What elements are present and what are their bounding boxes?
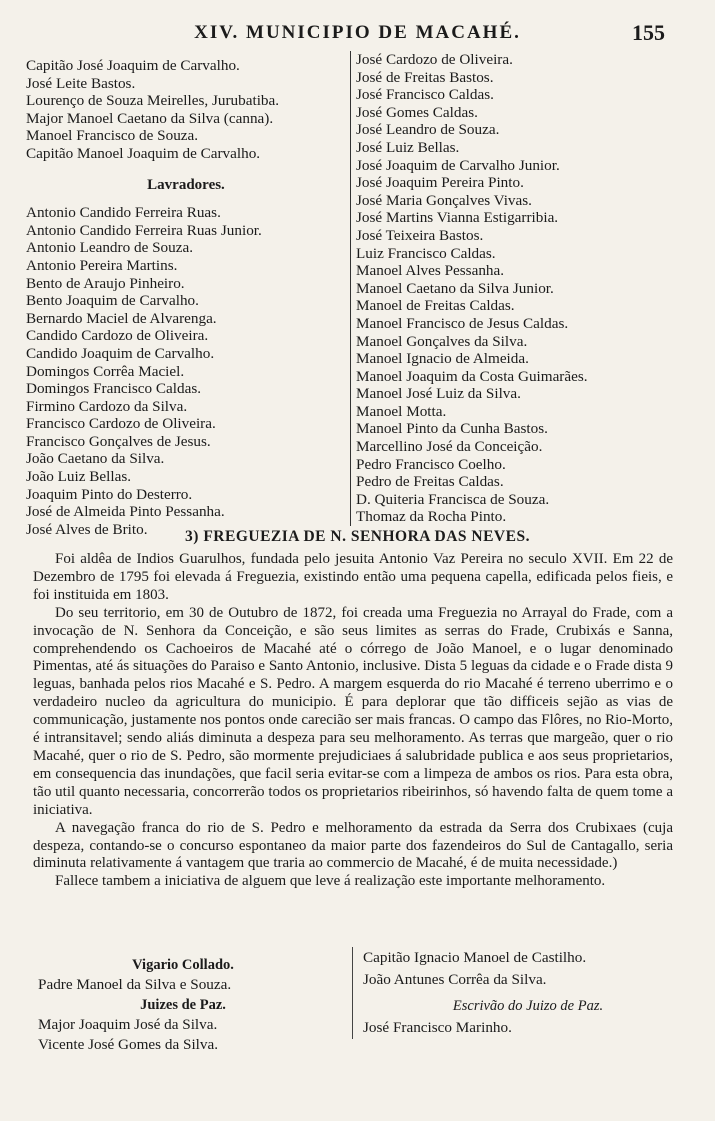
escrivao-heading: Escrivão do Juizo de Paz. [452, 998, 604, 1014]
name-entry: Manoel Francisco de Jesus Caldas. [356, 314, 569, 332]
name-entry: Major Manoel Caetano da Silva (canna). [26, 109, 274, 127]
name-entry: Antonio Candido Ferreira Ruas Junior. [26, 221, 262, 239]
section-title: 3) FREGUEZIA DE N. SENHORA DAS NEVES. [185, 528, 530, 545]
name-entry: Luiz Francisco Caldas. [356, 244, 496, 262]
name-entry: Pedro de Freitas Caldas. [356, 473, 504, 491]
page-number: 155 [632, 20, 665, 45]
section-body [33, 551, 673, 891]
name-entry: Manoel Caetano da Silva Junior. [356, 279, 554, 297]
name-entry: Domingos Corrêa Maciel. [26, 362, 185, 380]
name-entry: Francisco Gonçalves de Jesus. [26, 432, 211, 450]
name-entry: Francisco Cardozo de Oliveira. [26, 415, 216, 433]
vigario-name: Padre Manoel da Silva e Souza. [38, 976, 232, 993]
name-entry: José Joaquim de Carvalho Junior. [356, 156, 560, 174]
name-entry: Bernardo Maciel de Alvarenga. [26, 309, 217, 327]
lavradores-heading: Lavradores. [147, 176, 225, 193]
name-entry: José Teixeira Bastos. [356, 226, 484, 244]
paragraph: A navegação franca do rio de S. Pedro e melhoramento da estrada da Serra dos Crubixaes (cuja despeza, contando-se o concurso espontaneo da maior parte dos fazendeiros do Sul de Cantagallo, seria diminuta relativamente á vantagem que traria ao commercio de Macahé, é de muita necessidade.) [33, 819, 673, 872]
paragraph: Do seu territorio, em 30 de Outubro de 1872, foi creada uma Freguezia no Arrayal do Frade, com a invocação de N. Senhora da Conceição, e são seus limites as serras do Frade, Crubixás e Sanna, comprehendendo os Cachoeiros de Macahé até o córrego de João Manoel, e o lugar denominado Pimentas, até ás situações do Paraiso e Santo Antonio, inclusive. Dista 5 leguas da cidade e o Frade dista 9 leguas, banhada pelos rios Macahé e S. Pedro. A margem esquerda do rio Macahé é terreno uberrimo e o verdadeiro nucleo da agricultura do municipio. É para deplorar que tão difficeis sejão as vias de communicação, justamente nos pontos onde carecião ser mais francas. O campo das Flôres, no Rio-Morto, é intransitavel; sendo aliás diminuta a despeza para seu melhoramento. As terras que margeão, quer o rio Macahé, quer o rio de S. Pedro, são mormente prejudiciaes á salubridade publica e aos seus proprietarios, em consequencia das inundações, que facil seria evitar-se com a limpeza de ambos os rios. Para esta obra, tão util quanto necessaria, concorrerão todos os proprietarios ribeirinhos, só havendo falta de quem tome a iniciativa. [33, 604, 673, 818]
name-entry: Manoel Joaquim da Costa Guimarães. [356, 367, 588, 385]
officials-left [38, 955, 328, 1055]
official-name: Capitão Ignacio Manoel de Castilho. [363, 949, 587, 966]
name-entry: Firmino Cardozo da Silva. [26, 397, 188, 415]
name-entry: Manoel de Freitas Caldas. [356, 297, 515, 315]
name-entry: Antonio Candido Ferreira Ruas. [26, 204, 221, 222]
name-entry: Bento de Araujo Pinheiro. [26, 274, 185, 292]
name-entry: Antonio Pereira Martins. [26, 256, 178, 274]
name-entry: José Gomes Caldas. [356, 103, 478, 121]
name-entry: Pedro Francisco Coelho. [356, 455, 506, 473]
name-entry: Domingos Francisco Caldas. [26, 380, 202, 398]
name-entry: João Luiz Bellas. [26, 468, 132, 486]
name-entry: D. Quiteria Francisca de Souza. [356, 490, 550, 508]
name-entry: José Leite Bastos. [26, 74, 136, 92]
name-entry: José Leandro de Souza. [356, 121, 500, 139]
escrivao-name: José Francisco Marinho. [363, 1019, 512, 1036]
name-entry: José Martins Vianna Estigarribia. [356, 209, 559, 227]
name-entry: José Cardozo de Oliveira. [356, 51, 513, 68]
name-entry: Candido Cardozo de Oliveira. [26, 327, 209, 345]
name-entry: Capitão Manoel Joaquim de Carvalho. [26, 144, 261, 162]
name-entry: Bento Joaquim de Carvalho. [26, 292, 199, 310]
lavradores-list [26, 204, 346, 538]
name-entry: Manoel Ignacio de Almeida. [356, 350, 529, 368]
juiz-name: Major Joaquim José da Silva. [38, 1016, 218, 1033]
name-entry: Antonio Leandro de Souza. [26, 239, 194, 257]
vigario-heading: Vigario Collado. [132, 957, 234, 973]
name-entry: Manoel Alves Pessanha. [356, 262, 505, 280]
paragraph: Foi aldêa de Indios Guarulhos, fundada pelo jesuita Antonio Vaz Pereira no seculo XVII. Em 22 de Dezembro de 1795 foi elevada á Freguezia, existindo então uma pequena capella, edificada pelos fieis, e foi instituida em 1803. [33, 551, 673, 603]
name-entry: José Luiz Bellas. [356, 138, 460, 156]
left-name-column [26, 57, 346, 538]
name-entry: Manoel Francisco de Souza. [26, 127, 199, 145]
name-entry: Candido Joaquim de Carvalho. [26, 344, 215, 362]
name-entry: Manoel Gonçalves da Silva. [356, 332, 528, 350]
juiz-name: Vicente José Gomes da Silva. [38, 1036, 219, 1053]
name-entry: José de Freitas Bastos. [356, 68, 494, 86]
officials-right [352, 947, 693, 1039]
name-entry: Manoel Pinto da Cunha Bastos. [356, 420, 548, 438]
name-entry: Lourenço de Souza Meirelles, Jurubatiba. [26, 92, 280, 110]
name-entry: José Maria Gonçalves Vivas. [356, 191, 532, 209]
name-entry: Thomaz da Rocha Pinto. [356, 508, 507, 526]
name-entry: Manoel Motta. [356, 402, 447, 420]
top-names-list [26, 57, 346, 163]
name-entry: José Francisco Caldas. [356, 86, 494, 104]
name-entry: Joaquim Pinto do Desterro. [26, 485, 193, 503]
name-entry: João Caetano da Silva. [26, 450, 165, 468]
name-entry: Manoel José Luiz da Silva. [356, 385, 521, 403]
official-name: João Antunes Corrêa da Silva. [363, 971, 547, 988]
name-entry: Capitão José Joaquim de Carvalho. [26, 57, 240, 74]
name-entry: José Alves de Brito. [26, 520, 148, 538]
juizes-heading: Juizes de Paz. [140, 997, 226, 1013]
page-header-title: XIV. MUNICIPIO DE MACAHÉ. [194, 22, 521, 43]
name-entry: Marcellino José da Conceição. [356, 438, 543, 456]
page-header [0, 22, 715, 44]
name-entry: José Joaquim Pereira Pinto. [356, 174, 524, 192]
right-name-column [350, 51, 696, 526]
paragraph: Fallece tambem a iniciativa de alguem que leve á realização este importante melhoramento. [55, 873, 606, 890]
name-entry: José de Almeida Pinto Pessanha. [26, 503, 225, 521]
